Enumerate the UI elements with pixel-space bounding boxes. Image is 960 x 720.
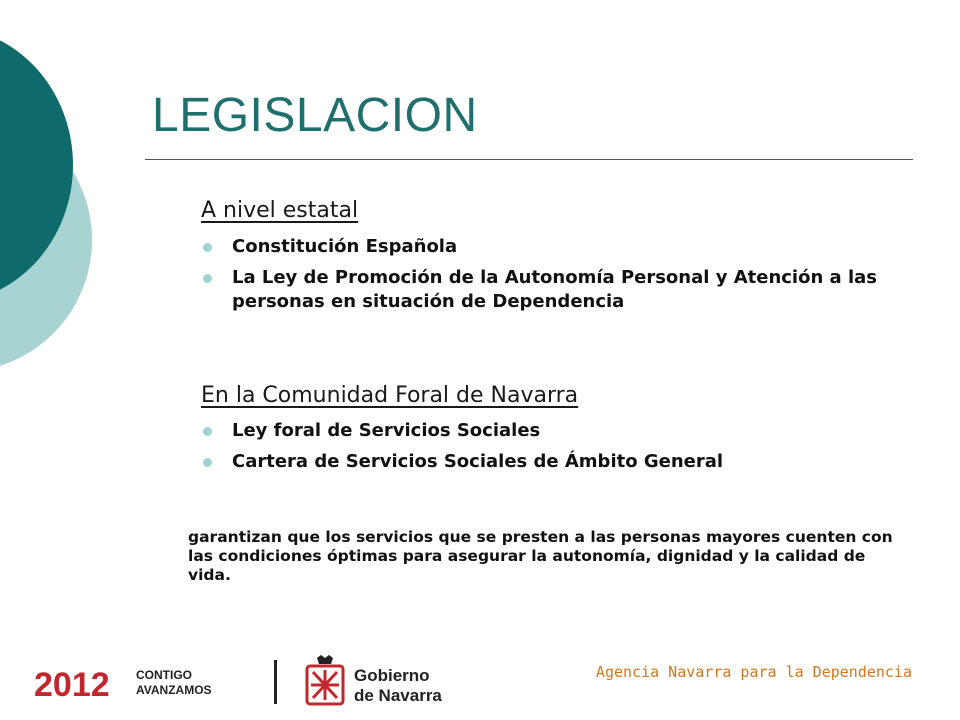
logo-divider: [274, 660, 277, 704]
decorative-circles: [0, 0, 120, 420]
state-level-list: [201, 235, 912, 321]
logo-slogan-line2: AVANZAMOS: [136, 683, 212, 697]
logo-year: 2012: [34, 666, 110, 704]
logo-gov-line1: Gobierno: [354, 666, 430, 685]
slide-title: LEGISLACION: [152, 89, 478, 142]
navarra-list: [201, 419, 912, 481]
navarra-shield-icon: [307, 655, 343, 704]
title-divider: [145, 159, 913, 160]
logo-gov-line2: de Navarra: [354, 686, 442, 705]
government-logo: [32, 652, 472, 710]
state-level-heading: A nivel estatal: [201, 198, 359, 223]
agency-name: Agencia Navarra para la Dependencia: [595, 663, 912, 681]
list-item: Constitución Española: [201, 235, 912, 259]
list-item: Cartera de Servicios Sociales de Ámbito General: [201, 450, 912, 474]
logo-slogan-line1: CONTIGO: [136, 668, 192, 682]
navarra-heading: En la Comunidad Foral de Navarra: [201, 383, 579, 408]
summary-note: garantizan que los servicios que se presten a las personas mayores cuenten con las condiciones óptimas para asegurar la autonomía, dignidad y la calidad de vida.: [188, 528, 893, 584]
list-item: La Ley de Promoción de la Autonomía Personal y Atención a las personas en situación de Dependencia: [201, 266, 912, 314]
list-item: Ley foral de Servicios Sociales: [201, 419, 912, 443]
